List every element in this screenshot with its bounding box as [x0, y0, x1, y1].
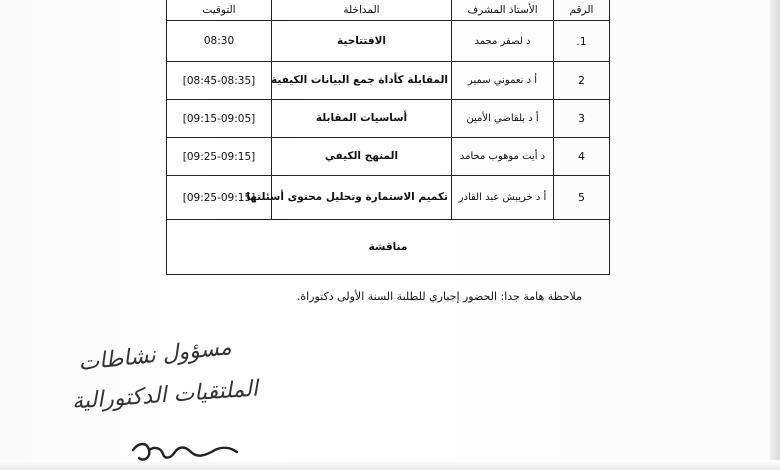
header-num: الرقم — [554, 0, 610, 21]
row-supervisor: د لصفر محمد — [452, 21, 554, 62]
table-header-row — [167, 0, 610, 21]
table-row — [167, 100, 610, 138]
row-time: [08:45-08:35] — [167, 62, 272, 100]
discussion-cell: مناقشة — [167, 220, 610, 275]
row-talk: المنهج الكيفي — [272, 138, 452, 176]
page-edge — [770, 0, 780, 470]
row-talk: المقابلة كأداة جمع البيانات الكيفية — [272, 62, 452, 100]
signature-line-2: الملتقيات الدكتورالية — [71, 376, 259, 415]
table-row — [167, 21, 610, 62]
discussion-row — [167, 220, 610, 275]
table-row — [167, 138, 610, 176]
header-talk: المداخلة — [272, 0, 452, 21]
handwritten-signature — [125, 428, 245, 468]
important-note: ملاحظة هامة جدا: الحضور إجباري للطلبة السنة الأولى دكتوراة. — [296, 290, 582, 303]
row-supervisor: أ د نعموني سمير — [452, 62, 554, 100]
row-time: [09:25-09:15] — [167, 176, 272, 220]
table-row — [167, 62, 610, 100]
row-supervisor: أ د بلقاضي الأمين — [452, 100, 554, 138]
row-supervisor: د أيت موهوب محامد — [452, 138, 554, 176]
row-num: 4 — [554, 138, 610, 176]
header-supervisor: الأستاذ المشرف — [452, 0, 554, 21]
row-talk: تكميم الاستمارة وتحليل محتوى أسئلتها — [272, 176, 452, 220]
row-talk: الافتتاحية — [272, 21, 452, 62]
schedule-table — [166, 0, 610, 275]
row-supervisor: أ د خريبش عبد القادر — [452, 176, 554, 220]
row-num: 3 — [554, 100, 610, 138]
page-bottom-edge — [0, 460, 780, 470]
signature-line-1: مسؤول نشاطات — [77, 335, 233, 376]
row-time: [09:25-09:15] — [167, 138, 272, 176]
header-time: التوقيت — [167, 0, 272, 21]
row-num: 2 — [554, 62, 610, 100]
row-time: [09:15-09:05] — [167, 100, 272, 138]
row-time: 08:30 — [167, 21, 272, 62]
row-num: 1. — [554, 21, 610, 62]
row-talk: أساسيات المقابلة — [272, 100, 452, 138]
row-num: 5 — [554, 176, 610, 220]
table-row — [167, 176, 610, 220]
